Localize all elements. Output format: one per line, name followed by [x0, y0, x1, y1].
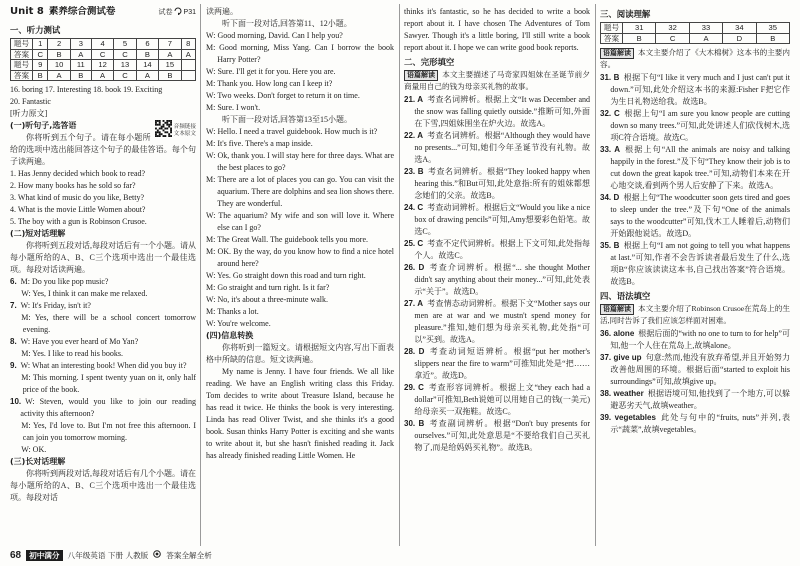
item-text: 根据上句“I am sure you know people are cutting down so many trees.”可知,此处讲述人们砍伐树木,选项C符合语境。故选C。: [610, 109, 790, 142]
item-text: 句意:然而,他没有放弃希望,并且开始努力改善他周围的环境。根据后面“started to exploit his surroundings”可知,故填give up。: [610, 353, 790, 386]
circle-icon: [153, 550, 161, 560]
answer-item: [404, 130, 590, 166]
answer-table: [10, 38, 196, 81]
item-text: W: Hello. I need a travel guidebook. How much is it?: [206, 127, 378, 136]
question-number: 34. D: [600, 193, 620, 202]
item-text: W: No, it's about a three-minute walk.: [206, 295, 328, 304]
item-text: M: This morning. I spent twenty yuan on it, only half price of the book.: [21, 373, 196, 394]
question-number: 37. give up: [600, 353, 642, 362]
table-cell: B: [48, 49, 70, 60]
question-number: 26. D: [404, 263, 425, 272]
column-4: [600, 6, 790, 544]
item-text: W: Two weeks. Don't forget to return it on time.: [206, 91, 360, 100]
section-heading: [10, 24, 196, 36]
item-text: 听下面一段对话,回答第11、12小题。: [222, 19, 352, 28]
table-cell: C: [114, 70, 136, 81]
note-label: 语篇解读: [600, 48, 634, 59]
answer-item: [10, 396, 196, 420]
item-text: 4. What is the movie Little Women about?: [10, 205, 146, 214]
item-text: 考查不定代词辨析。根据上下文可知,此处指每个人。故选C。: [414, 239, 590, 260]
dialogue-line: [206, 318, 394, 330]
item-text: 根据语境可知,他找到了一个地方,可以躲避恶劣天气,故填weather。: [610, 389, 790, 410]
table-row-label: 答案: [11, 49, 33, 60]
page-title: [10, 6, 196, 22]
item-text: 考查名词辨析。根据“Although they would have no presents...”可知,她们今年圣诞节没有礼物。故选A。: [414, 131, 590, 164]
answer-item: [404, 238, 590, 262]
item-text: (一)听句子,选答语: [10, 121, 77, 130]
paper-reference: [159, 7, 196, 20]
dialogue-line: [206, 150, 394, 174]
table-cell: A: [159, 49, 181, 60]
dialogue-line: [206, 78, 394, 90]
question-number: 22. A: [404, 131, 424, 140]
question-number: 23. B: [404, 167, 424, 176]
item-text: 考查动词短语辨析。根据“put her mother's slippers near the fire to warm”可推知此处是“把……拿近”。故选D。: [414, 347, 590, 380]
table-cell: 33: [689, 23, 722, 34]
table-cell: 12: [91, 60, 113, 71]
reference-page: P31: [183, 9, 196, 16]
table-cell: [181, 70, 195, 81]
table-row: [11, 70, 196, 81]
page-number: 68: [10, 549, 22, 561]
dialogue-line: [206, 234, 394, 246]
item-text: W: Yes. Go straight down this road and turn right.: [206, 271, 366, 280]
item-text: 20. Fantastic: [10, 97, 51, 106]
column-divider: [595, 4, 596, 546]
item-text: W: OK.: [21, 445, 47, 454]
item-text: 你将听到两段对话,每段对话后有几个小题。请在每小题所给的A、B、C三个选项中选出一个最佳选项。每段对话: [10, 469, 196, 502]
reading-note: [404, 69, 590, 93]
item-text: 本文主要描述了马奇家四姐妹在圣诞节前夕商量用自己的钱为母亲买礼物的故事。: [404, 70, 590, 91]
item-text: 考查形容词辨析。根据上文“they each had a dollar”可推知,Beth说她可以用她自己的钱(一美元)给母亲买一双拖鞋。故选C。: [414, 383, 590, 416]
item-text: 3. What kind of music do you like, Betty?: [10, 193, 145, 202]
section-heading: [404, 56, 590, 68]
item-text: M: The Great Wall. The guidebook tells you more.: [206, 235, 368, 244]
item-text: 5. The boy with a gun is Robinson Crusoe.: [10, 217, 147, 226]
answer-item: [404, 262, 590, 298]
question-number: 35. B: [600, 241, 620, 250]
table-cell: 4: [91, 39, 113, 50]
item-text: M: There are a lot of places you can go. You can visit the aquarium. There are dolphins and sea lion shows there. They are wonderful.: [206, 175, 394, 208]
sub-heading: [206, 330, 394, 342]
answer-item: [600, 388, 790, 412]
text-line: [10, 216, 196, 228]
answer-table: [600, 22, 790, 44]
column-3: [404, 6, 590, 544]
table-cell: C: [91, 49, 113, 60]
page-footer: [10, 549, 212, 561]
answer-item: [600, 192, 790, 240]
item-text: 16. boring 17. Interesting 18. book 19. Exciting: [10, 85, 163, 94]
question-number: 6.: [10, 277, 17, 286]
table-row: [11, 39, 196, 50]
dialogue-line: [206, 282, 394, 294]
dialogue-line: [10, 372, 196, 396]
item-text: M: Yes. I like to read his books.: [21, 349, 123, 358]
dialogue-line: [206, 306, 394, 318]
item-text: [听力原文]: [10, 109, 48, 118]
question-number: 29. C: [404, 383, 424, 392]
section-name: 答案全解全析: [166, 550, 212, 560]
answer-item: [600, 144, 790, 192]
dialogue-line: [206, 102, 394, 114]
question-number: 8.: [10, 337, 17, 346]
paragraph: [206, 342, 394, 366]
answer-item: [600, 240, 790, 288]
series-tag: 初中满分: [26, 550, 62, 561]
item-text: W: You're welcome.: [206, 319, 271, 328]
question-number: 7.: [10, 301, 17, 310]
table-cell: 5: [114, 39, 136, 50]
item-text: W: It's Friday, isn't it?: [20, 301, 91, 310]
note-label: 语篇解读: [404, 70, 438, 81]
item-text: 考查副词辨析。根据“Don't buy presents for ourselves.”可知,此处意思是“不要给我们自己买礼物了,而是给妈妈买礼物”。故选B。: [414, 419, 590, 452]
dialogue-line: [10, 348, 196, 360]
text-line: [10, 168, 196, 180]
table-cell: 34: [723, 23, 756, 34]
item-text: W: Good morning, David. Can I help you?: [206, 31, 343, 40]
item-text: M: OK. By the way, do you know how to find a nice hotel around here?: [206, 247, 394, 268]
item-text: W: Yes, I think it can make me relaxed.: [21, 289, 148, 298]
item-text: 1. Has Jenny decided which book to read?: [10, 169, 146, 178]
reading-note: [600, 303, 790, 327]
table-cell: [181, 60, 195, 71]
item-text: (四)信息转换: [206, 331, 254, 340]
item-text: 你将听到五段对话,每段对话后有一个小题。请从每小题所给的A、B、C三个选项中选出一个最佳选项。每段对话读两遍。: [10, 241, 196, 274]
text-line: [10, 192, 196, 204]
question-number: 24. C: [404, 203, 424, 212]
item-text: W: Sure. I'll get it for you. Here you are.: [206, 67, 336, 76]
item-text: 考查动词辨析。根据后文“Would you like a nice box of drawing pencils”可知,Amy想要彩色铅笔。故选C。: [414, 203, 590, 236]
item-text: M: Yes, I'd love to. But I'm not free this afternoon. I can join you tomorrow morning.: [21, 421, 196, 442]
column-divider: [399, 4, 400, 546]
table-cell: 13: [114, 60, 136, 71]
table-cell: D: [723, 33, 756, 44]
item-text: W: Have you ever heard of Mo Yan?: [20, 337, 139, 346]
table-cell: B: [136, 49, 158, 60]
table-cell: 8: [181, 39, 195, 50]
dialogue-line: [206, 210, 394, 234]
qr-caption-line: 音频链接: [173, 123, 196, 130]
sub-heading: [10, 120, 196, 137]
item-text: W: What an interesting book! When did you buy it?: [20, 361, 187, 370]
item-text: 读两遍。: [206, 7, 238, 16]
paragraph: [206, 18, 394, 30]
paragraph: [206, 366, 394, 462]
answer-item: [404, 202, 590, 238]
answer-item: [600, 412, 790, 436]
sub-heading: [10, 456, 196, 468]
text-line: [404, 6, 590, 54]
text-line: [10, 108, 196, 120]
item-text: 考查情态动词辨析。根据下文“Mother says our men are at war and we mustn't spend money for pleasure.”推知,她们想为母亲买礼物,此处指“可以”买到。故选A。: [414, 299, 590, 344]
sub-heading: [10, 228, 196, 240]
question-number: 32. C: [600, 109, 620, 118]
item-text: 二、完形填空: [404, 57, 455, 67]
answer-item: [404, 346, 590, 382]
table-row: [11, 49, 196, 60]
book-name: 八年级英语 下册 人教版: [67, 550, 149, 560]
item-text: 考查介词辨析。根据“... she thought Mother didn't say anything about their money...”可知,此处表示“关于”。故选D。: [414, 263, 590, 296]
question-number: 25. C: [404, 239, 424, 248]
item-text: W: Steven, would you like to join our reading activity this afternoon?: [20, 397, 196, 418]
dialogue-line: [206, 138, 394, 150]
item-text: M: Good morning, Miss Yang. Can I borrow the book Harry Potter?: [206, 43, 394, 64]
item-text: 本文主要介绍了Robinson Crusoe在荒岛上的生活,同时告诉了我们应该怎样面对困难。: [600, 304, 790, 325]
question-number: 28. D: [404, 347, 425, 356]
item-text: 2. How many books has he sold so far?: [10, 181, 136, 190]
item-text: 本文主要介绍了《大木棉树》这本书的主要内容。: [600, 48, 790, 69]
question-number: 39. vegetables: [600, 413, 656, 422]
table-row-label: 答案: [601, 33, 623, 44]
qr-code: [155, 120, 196, 141]
item-text: (二)短对话理解: [10, 229, 66, 238]
table-cell: A: [70, 49, 91, 60]
table-cell: C: [33, 49, 48, 60]
dialogue-line: [206, 30, 394, 42]
question-number: 21. A: [404, 95, 424, 104]
item-text: M: Do you like pop music?: [20, 277, 109, 286]
arrow-icon: [174, 7, 183, 20]
table-row: [601, 33, 790, 44]
item-text: (三)长对话理解: [10, 457, 66, 466]
item-text: My name is Jenny. I have four friends. We all like reading. We have an English writing class this Friday. Tom decides to write about Treasure Island, because he has read it twice. He thinks the book is very interesting. Linda has read Oliver Twist, and she thinks it's a good book. Susan thinks Harry Potter is exciting and she wants to write about it, but she hasn't finished reading it. Jack has already finished reading Little Women. He: [206, 367, 394, 460]
text-line: [10, 84, 196, 96]
item-text: 听下面一段对话,回答第13至15小题。: [222, 115, 352, 124]
dialogue-line: [206, 270, 394, 282]
dialogue-line: [206, 246, 394, 270]
section-heading: [600, 290, 790, 302]
table-cell: 32: [656, 23, 689, 34]
table-cell: B: [33, 70, 48, 81]
item-text: 你将听到一篇短文。请根据短文内容,写出下面表格中所缺的信息。短文读两遍。: [206, 343, 394, 364]
item-text: 根据上句“I am not going to tell you what happens at last.”可知,作者不会告诉读者最后发生了什么,选项B“你应该读读这本书,自己找出答案”符合语境。故选B。: [610, 241, 790, 286]
table-cell: 9: [33, 60, 48, 71]
column-2: [206, 6, 394, 544]
test-title: 素养综合测试卷: [48, 6, 116, 17]
unit-label: Unit 8: [10, 6, 44, 17]
table-cell: C: [656, 33, 689, 44]
table-row-label: 题号: [11, 60, 33, 71]
answer-item: [600, 352, 790, 388]
table-cell: 7: [159, 39, 181, 50]
answer-item: [600, 108, 790, 144]
dialogue-line: [206, 66, 394, 78]
table-cell: B: [756, 33, 789, 44]
paragraph: [10, 240, 196, 276]
dialogue-line: [10, 420, 196, 444]
table-cell: B: [70, 70, 91, 81]
table-row-label: 题号: [601, 23, 623, 34]
dialogue-line: [206, 126, 394, 138]
item-text: M: Thank you. How long can I keep it?: [206, 79, 333, 88]
dialogue-line: [206, 90, 394, 102]
dialogue-line: [10, 312, 196, 336]
answer-item: [600, 72, 790, 108]
qr-caption-line: 文本原文: [173, 130, 196, 137]
column-1: [10, 6, 196, 544]
item-text: thinks it's fantastic, so he has decided to write a book report about it. I have chosen The Adventures of Tom Sawyer. Though it's a little boring, I'll still write a book report about it. I hope we can write good book reports.: [404, 7, 590, 52]
item-text: M: It's five. There's a map inside.: [206, 139, 313, 148]
column-divider: [200, 4, 201, 546]
reading-note: [600, 47, 790, 71]
text-line: [10, 96, 196, 108]
table-cell: A: [48, 70, 70, 81]
answer-item: [404, 166, 590, 202]
question-number: 38. weather: [600, 389, 644, 398]
item-text: M: Go straight and turn right. Is it far?: [206, 283, 330, 292]
item-text: 你将听到五个句子。请在每小题所给的选项中选出能回答这个句子的最佳答语。每个句子读两遍。: [10, 133, 196, 166]
table-row: [601, 23, 790, 34]
table-cell: B: [623, 33, 656, 44]
table-cell: 6: [136, 39, 158, 50]
text-line: [206, 6, 394, 18]
item-text: 三、阅读理解: [600, 9, 651, 19]
section-heading: [600, 8, 790, 20]
answer-item: [404, 94, 590, 130]
table-cell: 14: [136, 60, 158, 71]
answer-item: [404, 418, 590, 454]
dialogue-line: [206, 42, 394, 66]
answer-item: [10, 276, 196, 288]
table-cell: A: [181, 49, 195, 60]
table-cell: C: [114, 49, 136, 60]
qr-caption: [174, 124, 196, 137]
answer-item: [10, 360, 196, 372]
paragraph: [206, 114, 394, 126]
item-text: M: Thanks a lot.: [206, 307, 259, 316]
item-text: 考查名词辨析。根据上文“It was December and the snow was falling quietly outside.”推断可知,外面在下雪,四姐妹围坐在炉火边。故选A。: [414, 95, 590, 128]
table-cell: 15: [159, 60, 181, 71]
table-cell: A: [136, 70, 158, 81]
item-text: 考查名词辨析。根据“They looked happy when hearing this.”和But可知,此处意指:所有的姐妹都想念她们的父亲。故选B。: [414, 167, 590, 200]
answer-item: [404, 298, 590, 346]
qr-code-icon: [155, 120, 172, 141]
answer-item: [10, 300, 196, 312]
question-number: 9.: [10, 361, 17, 370]
table-cell: 35: [756, 23, 789, 34]
question-number: 31. B: [600, 73, 620, 82]
item-text: 根据下句“I like it very much and I just can't put it down.”可知,此处介绍这本书的来源:Fisher F把它作为生日礼物送给我。故选B。: [610, 73, 790, 106]
answer-item: [404, 382, 590, 418]
dialogue-line: [206, 294, 394, 306]
item-text: 根据上句“The woodcutter soon gets tired and goes to sleep under the tree.”及下句“One of the animals says to the woodcutter”可知,伐木工人睡着后,动物们开始跟他说话。故选D。: [610, 193, 790, 238]
item-text: 此处与句中的“fruits, nuts”并列,表示“蔬菜”,故填vegetables。: [610, 413, 790, 434]
table-cell: 3: [70, 39, 91, 50]
dialogue-line: [10, 288, 196, 300]
item-text: 根据上句“All the animals are noisy and talking happily in the forest.”及下句“They know their job is to cut down the great kapok tree.”可知,动物们本来在开心地交谈,看到两个男人后安静了下来。故选A。: [610, 145, 790, 190]
text-line: [10, 180, 196, 192]
note-label: 语篇解读: [600, 304, 634, 315]
table-row-label: 题号: [11, 39, 33, 50]
table-cell: B: [159, 70, 181, 81]
question-number: 33. A: [600, 145, 620, 154]
dialogue-line: [206, 174, 394, 210]
item-text: 一、听力测试: [10, 25, 61, 35]
item-text: 四、语法填空: [600, 291, 651, 301]
table-cell: 10: [48, 60, 70, 71]
item-text: M: Sure. I won't.: [206, 103, 261, 112]
paragraph: [10, 468, 196, 504]
item-text: W: The aquarium? My wife and son will love it. Where else can I go?: [206, 211, 394, 232]
text-line: [10, 204, 196, 216]
item-text: W: Ok, thank you. I will stay here for three days. What are the best places to go?: [206, 151, 394, 172]
table-cell: 11: [70, 60, 91, 71]
table-cell: A: [91, 70, 113, 81]
dialogue-line: [10, 444, 196, 456]
item-text: M: Yes, there will be a school concert tomorrow evening.: [21, 313, 196, 334]
table-cell: 2: [48, 39, 70, 50]
question-number: 10.: [10, 397, 22, 406]
table-cell: 1: [33, 39, 48, 50]
table-cell: A: [689, 33, 722, 44]
question-number: 36. alone: [600, 329, 635, 338]
reference-label: 试卷: [158, 9, 173, 16]
table-cell: 31: [623, 23, 656, 34]
answer-item: [600, 328, 790, 352]
question-number: 27. A: [404, 299, 424, 308]
table-row-label: 答案: [11, 70, 33, 81]
question-number: 30. B: [404, 419, 425, 428]
item-text: 根据后面的“with no one to turn to for help”可知,他一个人住在荒岛上,故填alone。: [610, 329, 790, 350]
answer-item: [10, 336, 196, 348]
table-row: [11, 60, 196, 71]
